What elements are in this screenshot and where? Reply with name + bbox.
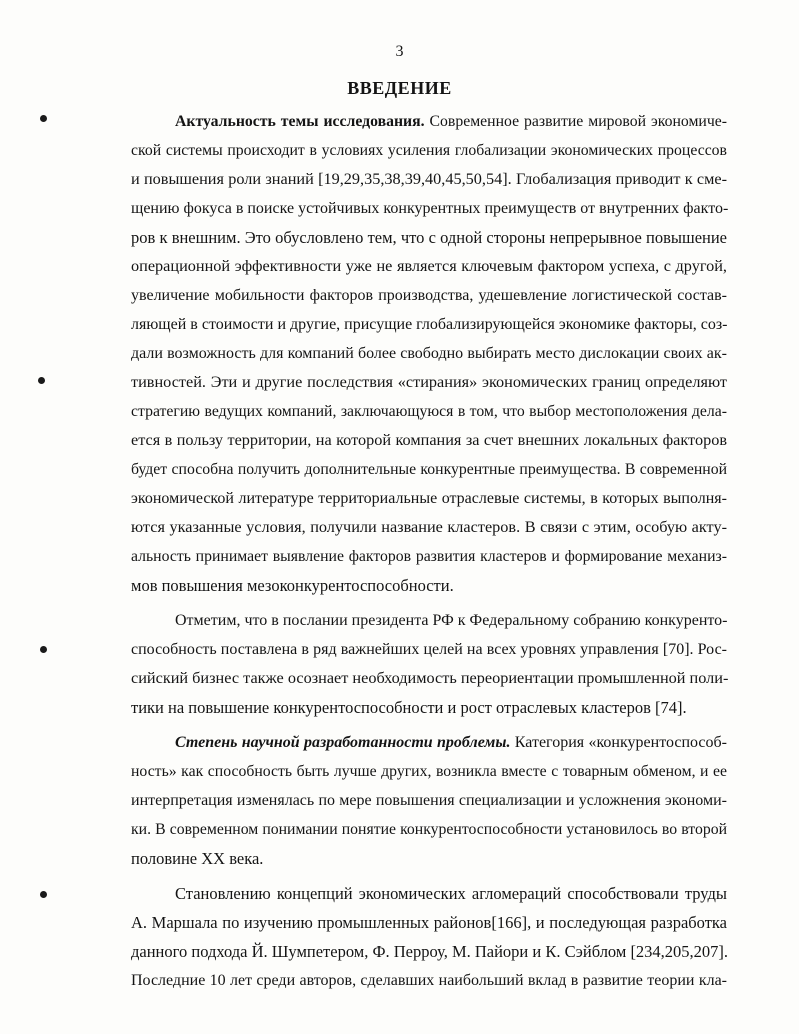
- margin-mark: [40, 115, 47, 122]
- text-line: ность» как способность быть лучше других, возникла вместе с товарным обменом, и ее: [131, 763, 727, 780]
- text-line: тивностей. Эти и другие последствия «стирания» экономических границ определяют: [131, 373, 727, 391]
- text-line: экономической литературе территориальные отраслевые системы, в которых выполня-: [131, 490, 727, 507]
- text-line: Последние 10 лет среди авторов, сделавших наибольший вклад в развитие теории кла-: [131, 972, 727, 989]
- text-line: Степень научной разработанности проблемы. Категория «конкурентоспособ-: [175, 734, 728, 751]
- text-line: и повышения роли знаний [19,29,35,38,39,40,45,50,54]. Глобализация приводит к сме-: [131, 170, 727, 188]
- text-line: щению фокуса в поиске устойчивых конкурентных преимуществ от внутренних факто-: [131, 200, 729, 217]
- paragraph: [131, 728, 727, 873]
- page-number: 3: [395, 43, 404, 60]
- text-line: интерпретация изменялась по мере повышения специализации и усложнения экономи-: [131, 792, 727, 809]
- paragraph: [131, 107, 727, 600]
- text-line: половине XX века.: [131, 849, 264, 868]
- paragraph: [131, 879, 727, 995]
- text-line: Отметим, что в послании президента РФ к Федеральному собранию конкуренто-: [175, 612, 728, 629]
- text-line: ляющей в стоимости и другие, присущие глобализирующейся экономике факторы, соз-: [131, 316, 728, 333]
- paragraph-lead: Актуальность темы исследования.: [175, 113, 425, 130]
- text-line: тики на повышение конкурентоспособности и рост отраслевых кластеров [74].: [131, 698, 687, 717]
- text-line: операционной эффективности уже не является ключевым фактором успеха, с другой,: [131, 257, 727, 275]
- text-line: А. Маршала по изучению промышленных районов[166], и последующая разработка: [131, 913, 727, 932]
- text-line: стратегию ведущих компаний, заключающуюся в том, что выбор местоположения дела-: [131, 403, 727, 420]
- body-text: [131, 107, 727, 995]
- text-line: будет способна получить дополнительные конкурентные преимущества. В современной: [131, 461, 727, 478]
- margin-mark: [38, 377, 45, 384]
- text-line: мов повышения мезоконкурентоспособности.: [131, 576, 454, 595]
- text-line: ров к внешним. Это обусловлено тем, что с одной стороны непрерывное повышение: [131, 228, 727, 247]
- text-line: сийский бизнес также осознает необходимость переориентации промышленной поли-: [131, 669, 729, 687]
- margin-mark: [40, 646, 47, 653]
- text-line: ется в пользу территории, на которой компания за счет внешних локальных факторов: [131, 431, 727, 449]
- text-line: ской системы происходит в условиях усиления глобализации экономических процессов: [131, 142, 727, 159]
- text-line: Актуальность темы исследования. Современное развитие мировой экономиче-: [175, 113, 727, 130]
- text-line: способность поставлена в ряд важнейших целей на всех уровнях управления [70]. Рос-: [131, 641, 727, 658]
- text-line: ки. В современном понимании понятие конкурентоспособности установилось во второй: [131, 821, 727, 838]
- text-line: дали возможность для компаний более свободно выбирать место дислокации своих ак-: [131, 345, 727, 362]
- page-title: ВВЕДЕНИЕ: [347, 78, 452, 98]
- paragraph-lead: Степень научной разработанности проблемы.: [175, 734, 511, 751]
- text-line: Становлению концепций экономических агломераций способствовали труды: [175, 884, 727, 903]
- text-line: альность принимает выявление факторов развития кластеров и формирование механиз-: [131, 548, 727, 565]
- text-line: данного подхода Й. Шумпетером, Ф. Перроу, М. Пайори и К. Сэйблом [234,205,207].: [131, 942, 729, 961]
- margin-mark: [40, 891, 47, 898]
- paragraph: [131, 606, 727, 722]
- text-line: ются указанные условия, получили название кластеров. В связи с этим, особую акту-: [131, 518, 727, 536]
- text-line: увеличение мобильности факторов производства, удешевление логистической состав-: [131, 287, 727, 304]
